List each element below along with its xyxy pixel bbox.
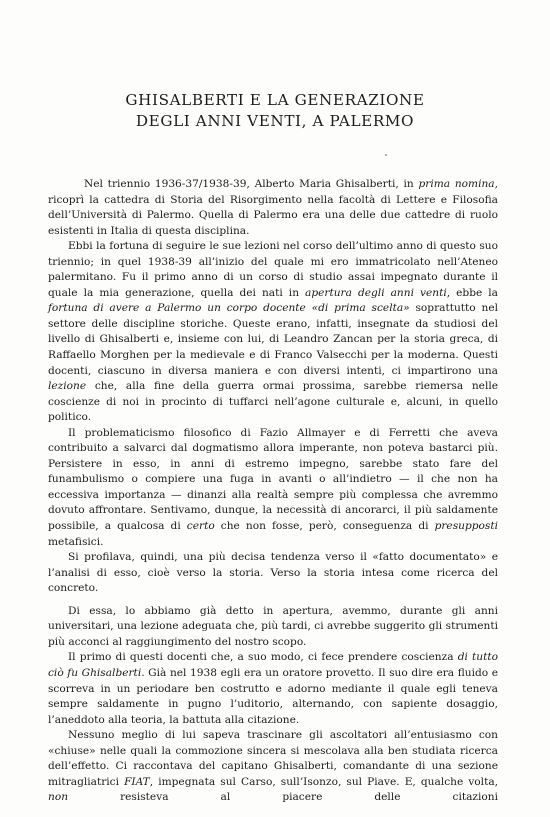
decorative-dot <box>385 154 387 156</box>
text-run: . Già nel 1938 egli era un oratore provetto. Il suo dire era fluido e scorreva in un periodare ben costrutto e adorno mediante il quale egli teneva sempre saldamente in pugno l’uditorio, alternando, con sapiente dosaggio, l’aneddoto alla teoria, la battuta alla citazione. <box>48 666 498 726</box>
italic-text: di tutto ciò fu Ghisalberti <box>48 651 498 679</box>
text-run: che non fosse, però, conseguenza di <box>214 520 435 533</box>
paragraph <box>48 650 498 728</box>
text-run: che, alla fine della guerra ormai prossima, sarebbe riemersa nelle coscienze di noi in procinto di tuffarci nell’agone culturale e, alcuni, in quello politico. <box>48 380 498 424</box>
paragraph <box>48 177 498 239</box>
title-line-1: GHISALBERTI E LA GENERAZIONE <box>125 91 425 109</box>
title-line-2: DEGLI ANNI VENTI, A PALERMO <box>135 112 415 130</box>
text-run: , ricoprì la cattedra di Storia del Risorgimento nella facoltà di Lettere e Filosofia dell’Università di Palermo. Quella di Palermo era una delle due cattedre di ruolo esistenti in Italia di questa disciplina. <box>48 178 498 237</box>
text-run: resisteva al piacere delle citazioni <box>68 791 498 804</box>
text-run: , ebbe la <box>446 286 498 299</box>
body-text <box>48 177 498 806</box>
text-run: metafisici. <box>48 535 104 548</box>
text-run: Si profilava, quindi, una più decisa tendenza verso il «fatto documentato» e l’analisi di esso, cioè verso la storia. Verso la storia intesa come ricerca del concreto. <box>48 551 498 595</box>
paragraph <box>48 239 498 426</box>
italic-text: lezione <box>48 380 87 393</box>
page-title <box>40 90 510 132</box>
text-run: Ebbi la fortuna di seguire le sue lezioni nel corso dell’ultimo anno di questo suo triennio; in quel 1938-39 all’inizio del quale mi ero immatricolato nell’Ateneo palermitano. Fu il primo anno di un corso di studio assai impegnato durante il quale la mia generazione, quella dei nati in <box>48 240 498 299</box>
italic-text: prima nomina <box>418 178 495 190</box>
text-run: Il problematicismo filosofico di Fazio Allmayer e di Ferretti che aveva contribuito a salvarci dal dogmatismo allora imperante, non poteva bastarci più. Persistere in esso, in anni di estremo impegno, sarebbe stato fare del funambulismo o compiere una fuga in avanti o all’indietro — il che non ha eccessiva importanza — dinanzi alla realtà sempre più complessa che avremmo dovuto affrontare. Sentivamo, dunque, la necessità di ancorarci, il più saldamente possibile, a qualcosa di <box>48 426 498 533</box>
text-run: , impegnata sul Carso, sull’Isonzo, sul Piave. E, qualche volta, <box>149 775 499 788</box>
paragraph <box>48 426 498 550</box>
text-run: Nel triennio 1936-37/1938-39, Alberto Maria Ghisalberti, in <box>84 178 419 190</box>
paragraph <box>48 604 498 651</box>
italic-text: FIAT <box>124 775 150 788</box>
italic-text: fortuna di avere a Palermo un corpo docente «di prima scelta» <box>48 302 410 315</box>
text-run: Di essa, lo abbiamo già detto in apertura, avemmo, durante gli anni universitari, una lezione adeguata che, più tardi, ci avrebbe suggerito gli strumenti più acconci al raggiungimento del nostro scopo. <box>48 604 498 648</box>
italic-text: presupposti <box>434 520 498 533</box>
paragraph <box>48 550 498 597</box>
italic-text: non <box>48 791 69 804</box>
italic-text: certo <box>186 520 215 533</box>
text-run: soprattutto nel settore delle discipline storiche. Queste erano, infatti, insegnate da studiosi del livello di Ghisalberti e, insieme con lui, di Leandro Zancan per la storia greca, di Raffaello Morghen per la medievale e di Franco Valsecchi per la moderna. Questi docenti, ciascuno in diversa maniera e con diversi intenti, ci impartirono una <box>48 302 498 377</box>
text-run: Nessuno meglio di lui sapeva trascinare gli ascoltatori all’entusiasmo con «chiuse» nelle quali la commozione sincera si mescolava alla ben studiata ricerca dell’effetto. Ci raccontava del capitano Ghisalberti, comandante di una sezione mitragliatrici <box>48 729 498 788</box>
paragraph <box>48 728 498 806</box>
italic-text: apertura degli anni venti <box>305 286 447 299</box>
text-run: Il primo di questi docenti che, a suo modo, ci fece prendere coscienza <box>68 651 458 664</box>
